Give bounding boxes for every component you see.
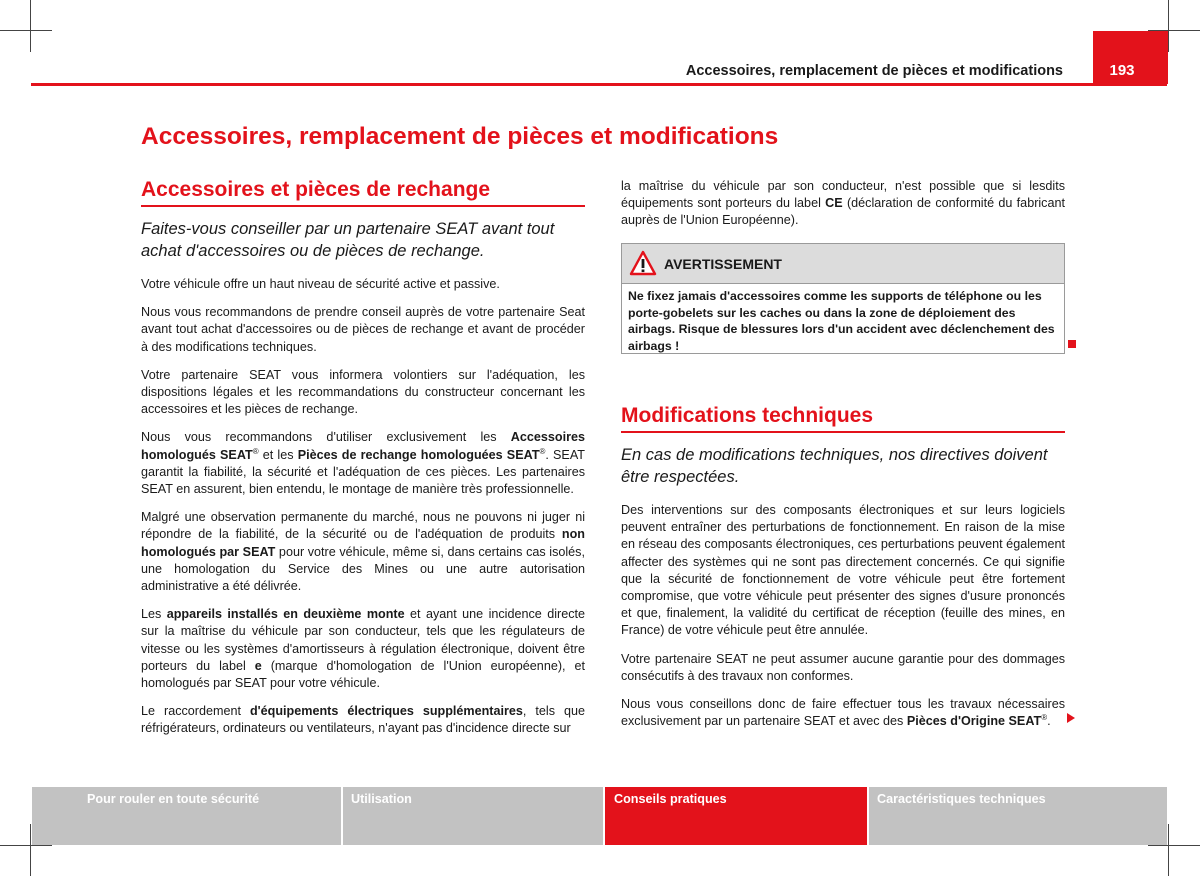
crop-mark bbox=[30, 824, 31, 876]
warning-text: Ne fixez jamais d'accessoires comme les supports de téléphone ou les porte-gobelets sur les caches ou dans la zone de déploiement des airbags. Risque de blessures lors d'un accident avec déclenchement des airbags ! bbox=[628, 289, 1055, 353]
section-intro-modifications: En cas de modifications techniques, nos directives doivent être respectées. bbox=[621, 446, 1048, 486]
end-square-icon bbox=[1068, 340, 1076, 348]
text-run: Malgré une observation permanente du marché, nous ne pouvons ni juger ni répondre de la fiabilité, de la sécurité ou de l'adéquation de produits bbox=[141, 510, 585, 542]
page-number: 193 bbox=[1109, 62, 1135, 79]
warning-title: AVERTISSEMENT bbox=[664, 256, 782, 272]
crop-mark bbox=[1148, 845, 1200, 846]
nav-tab-safety[interactable] bbox=[32, 787, 341, 845]
text-run: Les bbox=[141, 607, 167, 622]
chapter-title: Accessoires, remplacement de pièces et modifications bbox=[141, 123, 779, 150]
text-run: , tels que réfrigérateurs, ordinateurs ou ventilateurs, n'ayant pas d'incidence directe sur bbox=[141, 704, 585, 736]
running-header-title: Accessoires, remplacement de pièces et modifications bbox=[685, 63, 1063, 79]
paragraph: Votre véhicule offre un haut niveau de sécurité active et passive. bbox=[141, 277, 500, 291]
text-run: (déclaration de conformité du fabricant auprès de l'Union Européenne). bbox=[621, 196, 1065, 228]
text-run: . bbox=[1047, 714, 1051, 729]
crop-mark bbox=[30, 0, 31, 52]
warning-triangle-icon bbox=[629, 250, 657, 276]
paragraph bbox=[621, 178, 1065, 230]
section-title-modifications: Modifications techniques bbox=[621, 404, 1065, 433]
registered-mark: ® bbox=[539, 446, 546, 456]
crop-mark bbox=[1168, 824, 1169, 876]
warning-box bbox=[621, 243, 1065, 354]
nav-tab-label: Caractéristiques techniques bbox=[877, 792, 1046, 806]
nav-tab-practical-tips[interactable] bbox=[605, 787, 867, 845]
crop-mark bbox=[0, 845, 52, 846]
bold-term: appareils installés en deuxième monte bbox=[166, 607, 405, 622]
continue-arrow-icon bbox=[1067, 713, 1075, 723]
bold-term: non homologués par SEAT bbox=[141, 527, 585, 559]
registered-mark: ® bbox=[252, 446, 259, 456]
text-run: la maîtrise du véhicule par son conducteur, n'est possible que si lesdits équipements sont porteurs du label bbox=[621, 179, 1065, 211]
text-run: . SEAT garantit la fiabilité, la sécurité et l'adéquation de ces pièces. Les partenaires SEAT en assurent, bien entendu, le montage de manière très professionnelle. bbox=[141, 447, 585, 497]
bold-term: CE bbox=[825, 196, 843, 211]
text-run: et ayant une incidence directe sur la maîtrise du véhicule par son conducteur, tels que les régulateurs de vitesse ou les systèmes d'amortisseurs à régulation électronique, doivent être porteurs du label bbox=[141, 607, 585, 673]
bold-term: d'équipements électriques supplémentaires bbox=[249, 704, 523, 719]
paragraph: Des interventions sur des composants électroniques et sur leurs logiciels peuvent entraîner des perturbations de fonctionnement. En raison de la mise en réseau des composants électroniques, ces perturbations peuvent également affecter des systèmes qui ne sont pas directement concernés. Ce qui signifie que la sécurité de fonctionnement de votre véhicule peut être fortement compromise, que votre véhicule peut présenter des signes d'usure prononcés et que, finalement, la validité du certificat de réception (feuille des mines, en France) de votre véhicule peut être annulée. bbox=[621, 503, 1065, 638]
nav-tab-label: Conseils pratiques bbox=[614, 792, 727, 806]
bold-term: Accessoires homologués SEAT bbox=[141, 430, 585, 462]
paragraph bbox=[621, 696, 1065, 730]
paragraph: Nous vous recommandons de prendre conseil auprès de votre partenaire Seat avant tout achat d'accessoires ou de pièces de rechange et avant de procéder à des modifications techniques. bbox=[141, 305, 585, 354]
crop-mark bbox=[1168, 0, 1169, 52]
paragraph bbox=[141, 509, 585, 595]
text-run: Nous vous conseillons donc de faire effectuer tous les travaux nécessaires exclusivement par un partenaire SEAT et avec des bbox=[621, 697, 1065, 729]
right-column-lower bbox=[621, 404, 1065, 741]
text-run: pour votre véhicule, même si, dans certains cas isolés, une homologation du Service des Mines ou une autre autorisation administrative a été délivrée. bbox=[141, 544, 585, 594]
paragraph: Votre partenaire SEAT vous informera volontiers sur l'adéquation, les dispositions légales et les recommandations du constructeur concernant les accessoires et les pièces de rechange. bbox=[141, 367, 585, 417]
bold-term: e bbox=[254, 658, 262, 673]
section-title-accessories: Accessoires et pièces de rechange bbox=[141, 178, 585, 207]
text-run: Nous vous recommandons d'utiliser exclusivement les bbox=[141, 430, 511, 445]
header-rule bbox=[31, 83, 1167, 86]
section-intro-accessories: Faites-vous conseiller par un partenaire SEAT avant tout achat d'accessoires ou de pièces de rechange. bbox=[141, 220, 555, 260]
paragraph: Votre partenaire SEAT ne peut assumer aucune garantie pour des dommages consécutifs à des travaux non conformes. bbox=[621, 651, 1065, 683]
nav-tab-usage[interactable] bbox=[343, 787, 603, 845]
registered-mark: ® bbox=[1041, 713, 1048, 723]
paragraph bbox=[141, 429, 585, 498]
text-run: et les bbox=[258, 447, 298, 462]
bold-term: Pièces d'Origine SEAT bbox=[906, 714, 1042, 729]
crop-mark bbox=[0, 30, 52, 31]
left-column bbox=[141, 178, 585, 749]
bold-term: Pièces de rechange homologuées SEAT bbox=[297, 447, 540, 462]
nav-tab-label: Pour rouler en toute sécurité bbox=[87, 792, 260, 806]
text-run: Le raccordement bbox=[141, 704, 250, 719]
warning-header bbox=[622, 244, 1064, 284]
text-run: (marque d'homologation de l'Union européenne), et homologués par SEAT pour votre véhicule. bbox=[141, 658, 585, 691]
nav-tab-specifications[interactable] bbox=[869, 787, 1167, 845]
paragraph bbox=[141, 606, 585, 692]
nav-tab-label: Utilisation bbox=[351, 792, 412, 806]
paragraph bbox=[141, 703, 585, 737]
right-column bbox=[621, 178, 1065, 241]
